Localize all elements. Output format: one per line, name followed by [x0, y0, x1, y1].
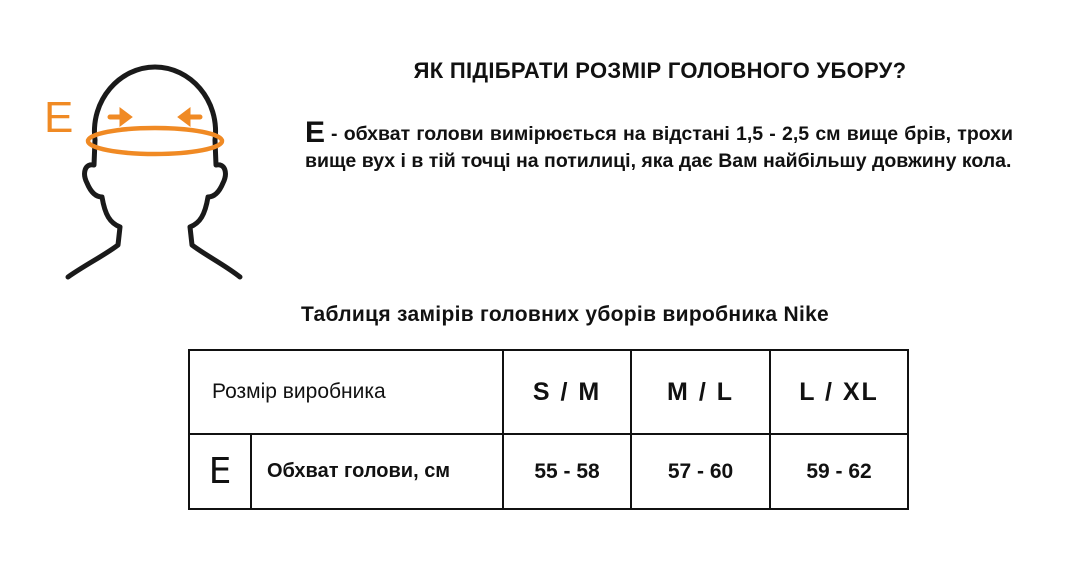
head-measurement-illustration: [40, 55, 270, 290]
table-header-row: [189, 350, 908, 434]
table-title: Таблиця замірів головних уборів виробника Nike: [300, 303, 830, 326]
measuring-ring: [88, 128, 222, 154]
header-size-label: Розмір виробника: [189, 350, 503, 434]
description-marker-letter: E: [305, 116, 326, 149]
illustration-marker-letter: E: [44, 93, 74, 142]
row-parameter: Обхват голови, см: [251, 434, 503, 509]
size-m-l: M / L: [631, 350, 770, 434]
value-l-xl: 59 - 62: [770, 434, 908, 509]
row-marker: E: [189, 434, 251, 509]
size-table: [188, 349, 909, 510]
size-l-xl: L / XL: [770, 350, 908, 434]
table-row: [189, 434, 908, 509]
measurement-description: [305, 116, 1013, 175]
right-arrow-icon: [178, 108, 200, 126]
value-m-l: 57 - 60: [631, 434, 770, 509]
head-outline-left: [68, 140, 120, 277]
left-arrow-icon: [110, 108, 132, 126]
value-s-m: 55 - 58: [503, 434, 631, 509]
size-s-m: S / M: [503, 350, 631, 434]
description-text: - обхват голови вимірюється на відстані 1,5 - 2,5 см вище брів, трохи вище вух і в тій точці на потилиці, яка дає Вам найбільшу довжину кола.: [305, 123, 1013, 172]
page-title: ЯК ПІДІБРАТИ РОЗМІР ГОЛОВНОГО УБОРУ?: [413, 58, 907, 83]
